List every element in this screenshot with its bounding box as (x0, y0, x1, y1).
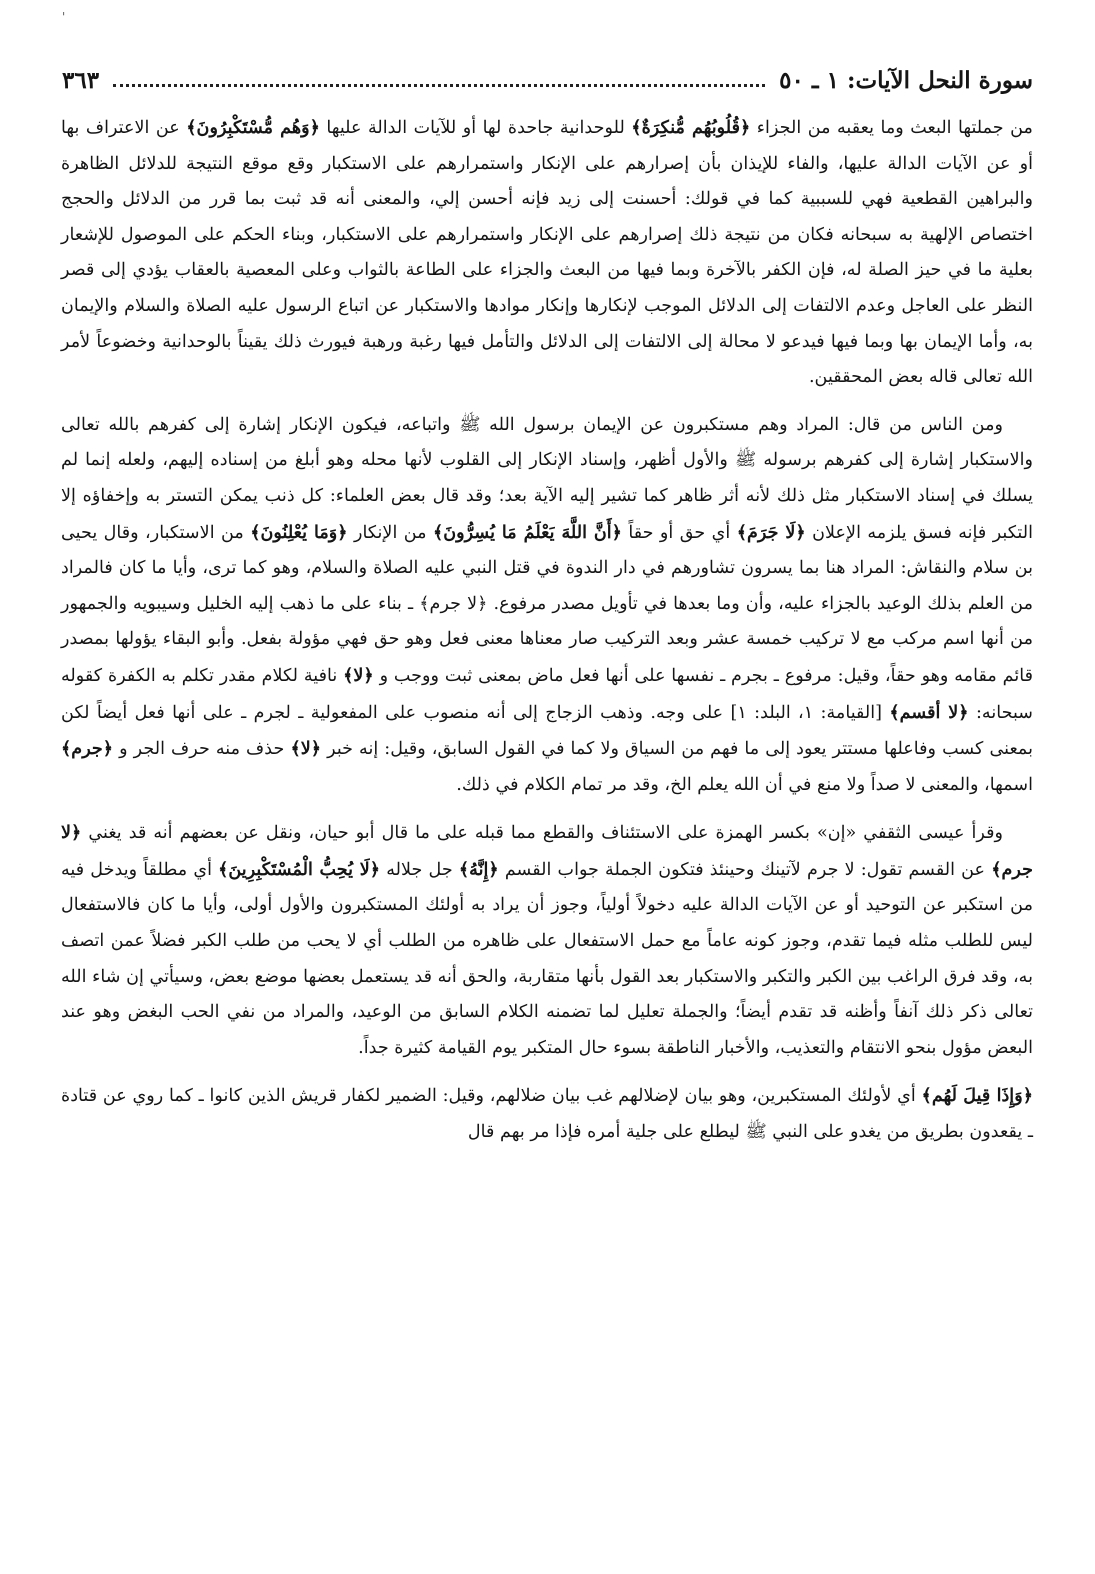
quran-verse-quote: ﴿قُلُوبُهُم مُّنكِرَةٌ﴾ (631, 117, 751, 138)
quran-verse-quote: ﴿لا﴾ (343, 664, 374, 686)
paragraph-text: من الاستكبار، وقال يحيى بن سلام والنقاش: المراد هنا بما يسرون تشاورهم في دار الندوة في قتل النبي عليه الصلاة والسلام، وهو كما ترى، وأيا ما كان فالمراد من العلم بذلك الوعيد بالجزاء عليه، وأن وما بعدها في تأويل مصدر مرفوع. ﴿لا جرم﴾ ـ بناء على ما ذهب إليه الخليل وسيبويه والجمهور من أنها اسم مركب مع لا تركيب خمسة عشر وبعد التركيب صار معناها معنى فعل وهو حق فهي مؤولة بفعل. وأبو البقاء يؤولها بمصدر قائم مقامه وهو حقاً، وقيل: مرفوع ـ بجرم ـ نفسها على أنها فعل ماض بمعنى ثبت ووجب و (61, 522, 1033, 686)
paragraph-text: أي مطلقاً ويدخل فيه من استكبر عن التوحيد أو عن الآيات الدالة عليه دخولاً أولياً، وجوز أن يراد به أولئك المستكبرون والأول أولى، وأيا ما كان فالاستفعال ليس للطلب مثله فيما تقدم، وجوز كونه عاماً مع حمل الاستفعال على ظاهره من الطلب أي لا يحب من طلب الكبر فضلاً عمن اتصف به، وقد فرق الراغب بين الكبر والتكبر والاستكبار بعد القول بأنها متقاربة، والحق أنه قد يستعمل بعضها موضع بعض، وسيأتي إن شاء الله تعالى ذكر ذلك آنفاً وأظنه قد تقدم أيضاً؛ والجملة تعليل لما تضمنه الكلام السابق من الوعيد، والمراد من نفي الحب البغض وهو عند البعض مؤول بنحو الانتقام والتعذيب، والأخبار الناطقة بسوء حال المتكبر يوم القيامة كثيرة جداً. (61, 859, 1033, 1058)
paragraph-text: اسمها، والمعنى لا صداً ولا منع في أن الله يعلم الخ، وقد مر تمام الكلام في ذلك. (456, 774, 1033, 795)
paragraph-text: أي لأولئك المستكبرين، وهو بيان لإضلالهم غب بيان ضلالهم، وقيل: الضمير لكفار قريش الذين كانوا ـ كما روي عن قتادة ـ يقعدون بطريق من يغدو على النبي ﷺ ليطلع على جلية أمره فإذا مر بهم قال (61, 1086, 1033, 1143)
paragraph-text: نافية لكلام مقدر تكلم به الكفرة كقوله سبحانه: (61, 665, 1034, 723)
quran-verse-quote: ﴿أَنَّ اللَّهَ يَعْلَمُ مَا يُسِرُّونَ﴾ (432, 521, 622, 543)
quran-verse-quote: ﴿لا﴾ (290, 738, 322, 760)
paragraph-text: جل جلاله (380, 859, 459, 880)
quran-verse-quote: ﴿وَمَا يُعْلِنُونَ﴾ (250, 521, 348, 543)
quran-verse-quote: ﴿إِنَّهُ﴾ (458, 858, 499, 880)
paragraph-text: [القيامة: ١، البلد: ١] على وجه. وذهب الزجاج إلى أنه منصوب على المفعولية ـ لجرم ـ على أنها فعل أيضاً لكن بمعنى كسب وفاعلها مستتر يعود إلى ما فهم من السياق ولا كما في القول السابق، وقيل: إنه خبر (61, 702, 1033, 760)
paragraph (61, 1078, 1033, 1150)
quran-verse-quote: ﴿لا جرم﴾ (61, 822, 1033, 880)
paragraph-text: عن القسم تقول: لا جرم لآتينك وحينئذ فتكون الجملة جواب القسم (498, 859, 992, 880)
quran-verse-quote: ﴿لَا جَرَمَ﴾ (736, 521, 806, 543)
paragraph-text: من جملتها البعث وما يعقبه من الجزاء (750, 118, 1033, 138)
surah-header-title: سورة النحل الآيات: ١ ـ ٥٠ (779, 67, 1033, 94)
paragraph-text: ومن الناس من قال: المراد وهم مستكبرون عن الإيمان برسول الله ﷺ واتباعه، فيكون الإنكار إشارة إلى كفرهم بالله تعالى والاستكبار إشارة إلى كفرهم برسوله ﷺ والأول أظهر، وإسناد الإنكار إلى القلوب لأنها محله وهو أبلغ من إسناده إليهم، ولعله إنما لم يسلك في إسناد الاستكبار مثل ذلك لأنه أثر ظاهر كما تشير إليه الآية بعد؛ وقد قال بعض العلماء: كل ذنب يمكن التستر به وإخفاؤه إلا التكبر فإنه فسق يلزمه الإعلان (61, 414, 1033, 543)
paragraph-text: وقرأ عيسى الثقفي «إن» بكسر الهمزة على الاستئناف والقطع مما قبله على ما قال أبو حيان، ونقل عن بعضهم أنه قد يغني (81, 823, 1003, 844)
paragraph (61, 110, 1033, 396)
quran-verse-quote: ﴿وَإِذَا قِيلَ لَهُم﴾ (921, 1085, 1034, 1107)
header-dot-leader (113, 84, 765, 87)
paragraph-text: للوحدانية جاحدة لها أو للآيات الدالة عليها (319, 118, 632, 138)
quran-verse-quote: ﴿لَا يُحِبُّ الْمُسْتَكْبِرِينَ﴾ (218, 858, 381, 880)
paragraph-text: حذف منه حرف الجر و (113, 739, 291, 760)
paragraph-text: عن الاعتراف بها أو عن الآيات الدالة عليها، والفاء للإيذان بأن إصرارهم على الإنكار واستمرارهم على الاستكبار وقع موقع النتيجة للدلائل الظاهرة والبراهين القطعية فهي للسببية كما في قولك: أحسنت إلى زيد فإنه أحسن إلي، والمعنى أنه قد ثبت بما قرر من الدلائل والحجج اختصاص الإلهية به سبحانه فكان من نتيجة ذلك إصرارهم على الإنكار واستمرارهم على الاستكبار، وبناء الحكم على الموصول للإشعار بعلية ما في حيز الصلة له، فإن الكفر بالآخرة وبما فيها من البعث والجزاء على الطاعة بالثواب وعلى المعصية بالعقاب يؤدي إلى قصر النظر على العاجل وعدم الالتفات إلى الدلائل الموجب لإنكارها وإنكار موادها والاستكبار عن اتباع الرسول عليه الصلاة والسلام والإيمان به، وأما الإيمان بها وبما فيها فيدعو لا محالة إلى الالتفات إلى الدلائل والتأمل فيها رغبة ورهبة فيورث ذلك يقيناً بالوحدانية وخضوعاً لأمر الله تعالى قاله بعض المحققين. (61, 118, 1033, 388)
quran-verse-quote: ﴿وَهُم مُّسْتَكْبِرُونَ﴾ (186, 117, 320, 138)
tafsir-body-text (61, 110, 1033, 1163)
paragraph (61, 408, 1033, 804)
page-number: ٣٦٣ (62, 67, 100, 94)
paragraph-text: من الإنكار (347, 522, 433, 543)
quran-verse-quote: ﴿لا أقسم﴾ (889, 701, 969, 723)
quran-verse-quote: ﴿جرم﴾ (61, 738, 114, 760)
paragraph (61, 815, 1033, 1066)
corner-mark: ' (62, 10, 66, 24)
paragraph-text: أي حق أو حقاً (622, 522, 737, 543)
running-header (62, 54, 1033, 94)
